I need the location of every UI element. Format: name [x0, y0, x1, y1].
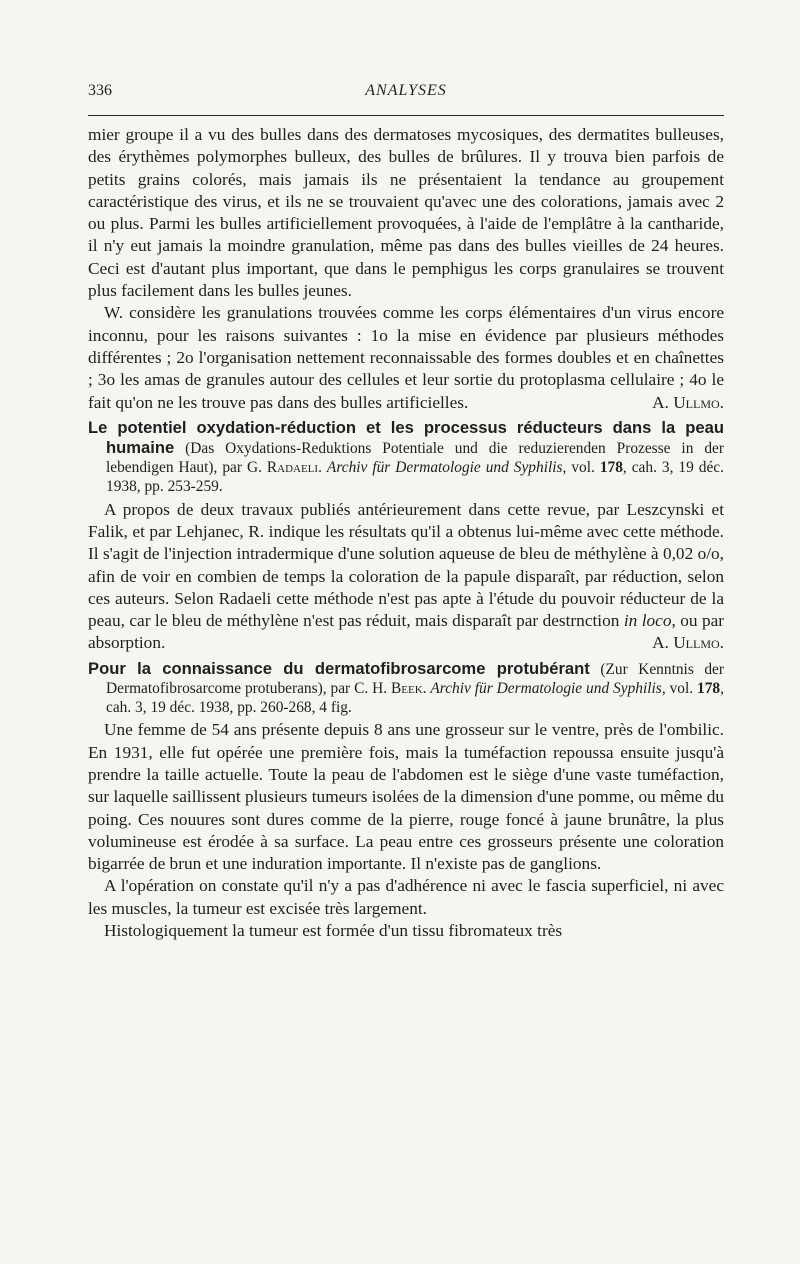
paragraph: A propos de deux travaux publiés antérieurement dans cette revue, par Leszcynski et Falik, et par Lehjanec, R. indique les résultats qu'il a obtenus lui-même avec cette méthode. Il s'agit de l'injection intradermique d'une solution aqueuse de bleu de méthylène à 0,02 o/o, afin de voir en combien de temps la coloration de la papule disparaît, par réduction, selon ces auteurs. Selon Radaeli cette méthode n'est pas apte à l'étude du pouvoir réducteur de la peau, car le bleu de méthylène n'est pas réduit, mais disparaît par destrnction in loco, ou par absorption. A. Ullmo.	[88, 499, 724, 655]
paragraph: A l'opération on constate qu'il n'y a pas d'adhérence ni avec le fascia superficiel, ni avec les muscles, la tumeur est excisée très largement.	[88, 876, 724, 918]
page-number: 336	[88, 82, 112, 99]
latin-phrase: in loco	[623, 611, 672, 631]
article-title: Le potentiel oxydation-réduction et les processus réducteurs dans la peau humaine	[88, 417, 724, 458]
paragraph: Histologiquement la tumeur est formée d'un tissu fibromateux très	[104, 921, 563, 941]
journal-name: Archiv für Dermatologie und Syphilis	[326, 459, 563, 477]
volume-label: , vol.	[661, 679, 694, 697]
paragraph: W. considère les granulations trouvées comme les corps élémentaires d'un virus encore inconnu, pour les raisons suivantes : 1o la mise en évidence par plusieurs méthodes différentes ; 2o l'organisation nettement reconnaissable des formes doubles et en chaînettes ; 3o les amas de granules autour des cellules et leur sortie du protoplasma cellulaire ; 4o le fait qu'on ne les trouve pas dans des bulles artificielles. A. Ullmo.	[88, 302, 724, 413]
review-entry-header	[88, 418, 724, 497]
volume-number: 178	[697, 679, 721, 697]
running-title: ANALYSES	[365, 82, 447, 99]
article-title: Pour la connaissance du dermatofibrosarcome protubérant	[88, 658, 590, 678]
journal-name: Archiv für Dermatologie und Syphilis	[430, 679, 662, 697]
review-entry-header	[88, 659, 724, 718]
paragraph: mier groupe il a vu des bulles dans des dermatoses mycosiques, des dermatites bulleuses, des érythèmes polymorphes bulleux, des bulles de brûlures. Il y trouva bien parfois de petits grains colorés, mais jamais ils ne présentaient la tendance au groupement caractéristique des virus, et ils ne se trouvaient qu'avec une des colorations, jamais avec 2 ou plus. Parmi les bulles artificiellement provoquées, à l'aide de l'emplâtre à la cantharide, il n'y eut jamais la moindre granulation, même pas dans des bulles vieilles de 24 heures. Ceci est d'autant plus important, que dans le pemphigus les corps granulaires se trouvent plus facilement dans les bulles jeunes.	[88, 125, 724, 301]
running-head	[88, 82, 724, 104]
volume-number: 178	[599, 459, 623, 477]
author-name: C. H. Beek.	[354, 679, 427, 697]
citation-details: , cah. 3, 19 déc. 1938, pp. 253-259.	[106, 459, 724, 496]
page-body	[88, 124, 724, 942]
header-rule	[88, 115, 724, 116]
signature: A. Ullmo.	[652, 392, 724, 412]
original-title: (Zur Kenntnis der Dermatofibrosarcome protuberans), par	[106, 660, 724, 697]
paragraph: Une femme de 54 ans présente depuis 8 ans une grosseur sur le ventre, près de l'ombilic. En 1931, elle fut opérée une première fois, mais la tuméfaction repoussa ensuite jusqu'à prendre la taille actuelle. Toute la peau de l'abdomen est le siège d'une vaste tuméfaction, sur laquelle saillissent plusieurs tumeurs isolées de la dimension d'une pomme, ou même du poing. Ces nouures sont dures comme de la pierre, rouge foncé à jaune brunâtre, la plus volumineuse est érodée à sa surface. La peau entre ces grosseurs présente une coloration bigarrée de brun et une induration importante. Il n'existe pas de ganglions.	[88, 720, 724, 874]
author-name: G. Radaeli.	[246, 459, 322, 477]
original-title: (Das Oxydations-Reduktions Potentiale und die reduzierenden Prozesse in der lebendigen Haut), par	[106, 440, 724, 477]
volume-label: , vol.	[562, 459, 595, 477]
signature: A. Ullmo.	[652, 633, 724, 653]
citation-details: , cah. 3, 19 déc. 1938, pp. 260-268, 4 fig.	[106, 679, 724, 717]
